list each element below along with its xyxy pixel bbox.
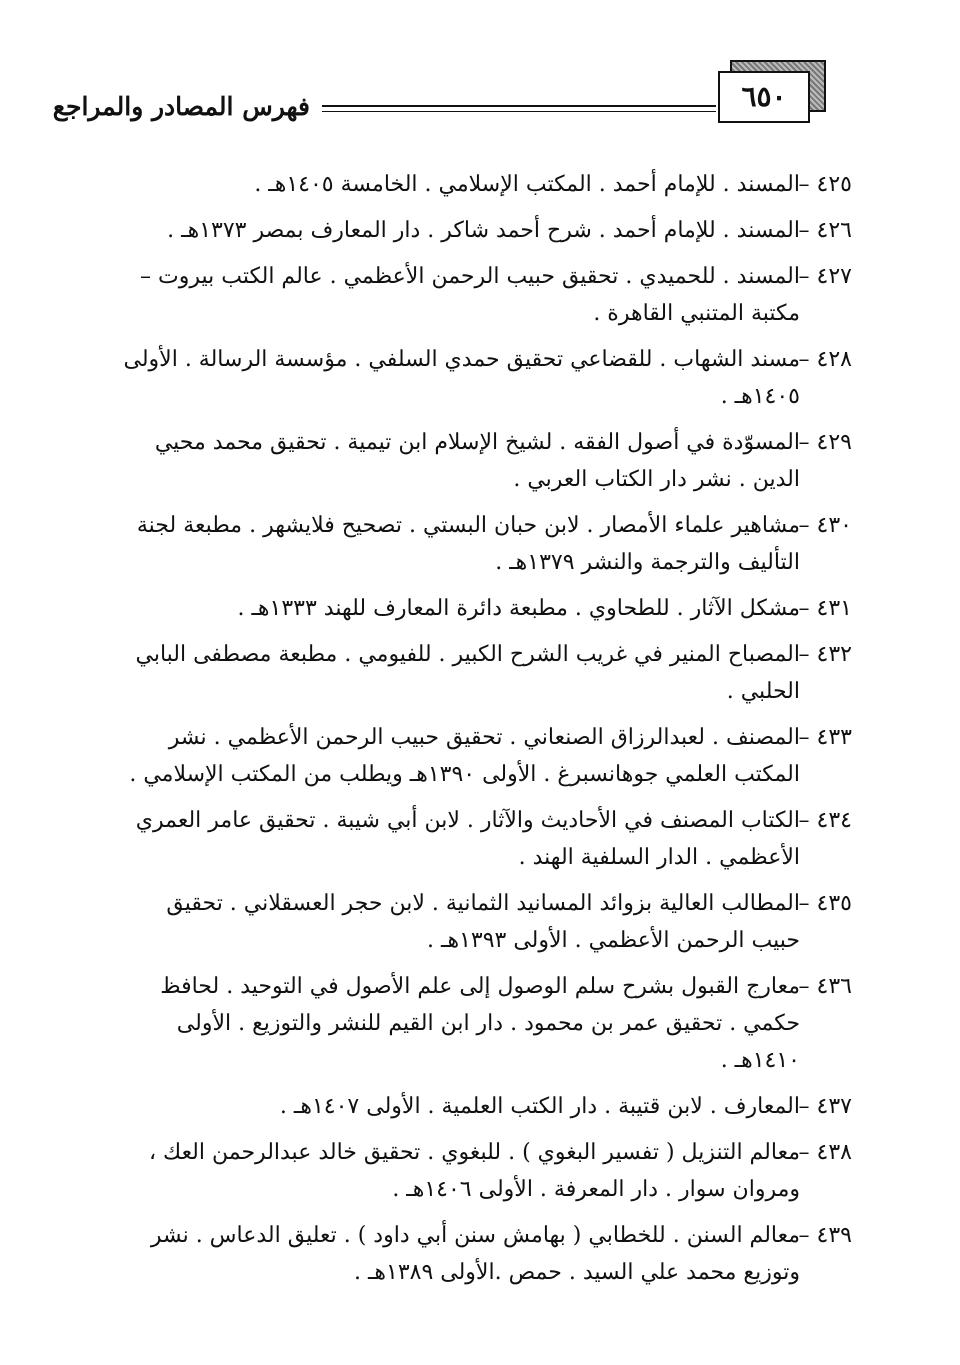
bibliography-entry [112,1217,852,1291]
bibliography-entry [112,341,852,415]
bibliography-list [112,166,852,1300]
entry-text: مشكل الآثار . للطحاوي . مطبعة دائرة المعارف للهند ١٣٣٣هـ . [237,596,800,621]
entry-number: ٤٣٦ – [798,974,852,999]
entry-number: ٤٢٥ – [798,172,852,197]
entry-number: ٤٣٧ – [798,1094,852,1119]
entry-text: مسند الشهاب . للقضاعي تحقيق حمدي السلفي . مؤسسة الرسالة . الأولى ١٤٠٥هـ . [123,347,800,409]
bibliography-entry [112,166,852,203]
bibliography-entry [112,424,852,498]
entry-text: المسند . للإمام أحمد . شرح أحمد شاكر . دار المعارف بمصر ١٣٧٣هـ . [167,218,800,243]
entry-text: المصنف . لعبدالرزاق الصنعاني . تحقيق حبيب الرحمن الأعظمي . نشر المكتب العلمي جوهانسبرغ . الأولى ١٣٩٠هـ ويطلب من المكتب الإسلامي . [129,725,800,787]
bibliography-entry [112,968,852,1079]
entry-number: ٤٣٨ – [798,1140,852,1165]
entry-number: ٤٣٥ – [798,891,852,916]
entry-text: المسند . للحميدي . تحقيق حبيب الرحمن الأعظمي . عالم الكتب بيروت – مكتبة المتنبي القاهرة . [140,264,800,326]
bibliography-entry [112,590,852,627]
entry-number: ٤٣٩ – [798,1223,852,1248]
page-number: ٦٥٠ [718,71,810,123]
entry-text: المعارف . لابن قتيبة . دار الكتب العلمية . الأولى ١٤٠٧هـ . [279,1094,800,1119]
entry-text: معارج القبول بشرح سلم الوصول إلى علم الأصول في التوحيد . لحافظ حكمي . تحقيق عمر بن محمود . دار ابن القيم للنشر والتوزيع . الأولى ١٤١٠هـ . [160,974,800,1073]
entry-text: المسند . للإمام أحمد . المكتب الإسلامي . الخامسة ١٤٠٥هـ . [254,172,800,197]
entry-text: المطالب العالية بزوائد المسانيد الثمانية . لابن حجر العسقلاني . تحقيق حبيب الرحمن الأعظمي . الأولى ١٣٩٣هـ . [166,891,800,953]
entry-number: ٤٢٧ – [798,264,852,289]
entry-text: معالم التنزيل ( تفسير البغوي ) . للبغوي . تحقيق خالد عبدالرحمن العك ، ومروان سوار . دار المعرفة . الأولى ١٤٠٦هـ . [148,1140,800,1202]
bibliography-entry [112,258,852,332]
bibliography-entry [112,802,852,876]
bibliography-entry [112,212,852,249]
entry-text: المسوّدة في أصول الفقه . لشيخ الإسلام ابن تيمية . تحقيق محمد محيي الدين . نشر دار الكتاب العربي . [154,430,800,492]
entry-text: مشاهير علماء الأمصار . لابن حبان البستي . تصحيح فلايشهر . مطبعة لجنة التأليف والترجمة والنشر ١٣٧٩هـ . [136,513,800,575]
entry-number: ٤٣١ – [798,596,852,621]
running-title: فهرس المصادر والمراجع [52,92,310,121]
bibliography-entry [112,719,852,793]
entry-text: الكتاب المصنف في الأحاديث والآثار . لابن أبي شيبة . تحقيق عامر العمري الأعظمي . الدار السلفية الهند . [135,808,800,870]
entry-number: ٤٢٨ – [798,347,852,372]
bibliography-entry [112,1088,852,1125]
entry-number: ٤٢٦ – [798,218,852,243]
entry-number: ٤٣٤ – [798,808,852,833]
header-rule [322,105,716,107]
entry-text: معالم السنن . للخطابي ( بهامش سنن أبي داود ) . تعليق الدعاس . نشر وتوزيع محمد علي السيد . حمص .الأولى ١٣٨٩هـ . [150,1223,800,1285]
page-header [0,0,960,140]
header-rule-thin [322,111,716,112]
bibliography-entry [112,636,852,710]
entry-number: ٤٣٣ – [798,725,852,750]
entry-number: ٤٣٠ – [798,513,852,538]
entry-number: ٤٢٩ – [798,430,852,455]
bibliography-entry [112,1134,852,1208]
entry-number: ٤٣٢ – [798,642,852,667]
entry-text: المصباح المنير في غريب الشرح الكبير . للفيومي . مطبعة مصطفى البابي الحلبي . [135,642,800,704]
bibliography-entry [112,885,852,959]
bibliography-entry [112,507,852,581]
